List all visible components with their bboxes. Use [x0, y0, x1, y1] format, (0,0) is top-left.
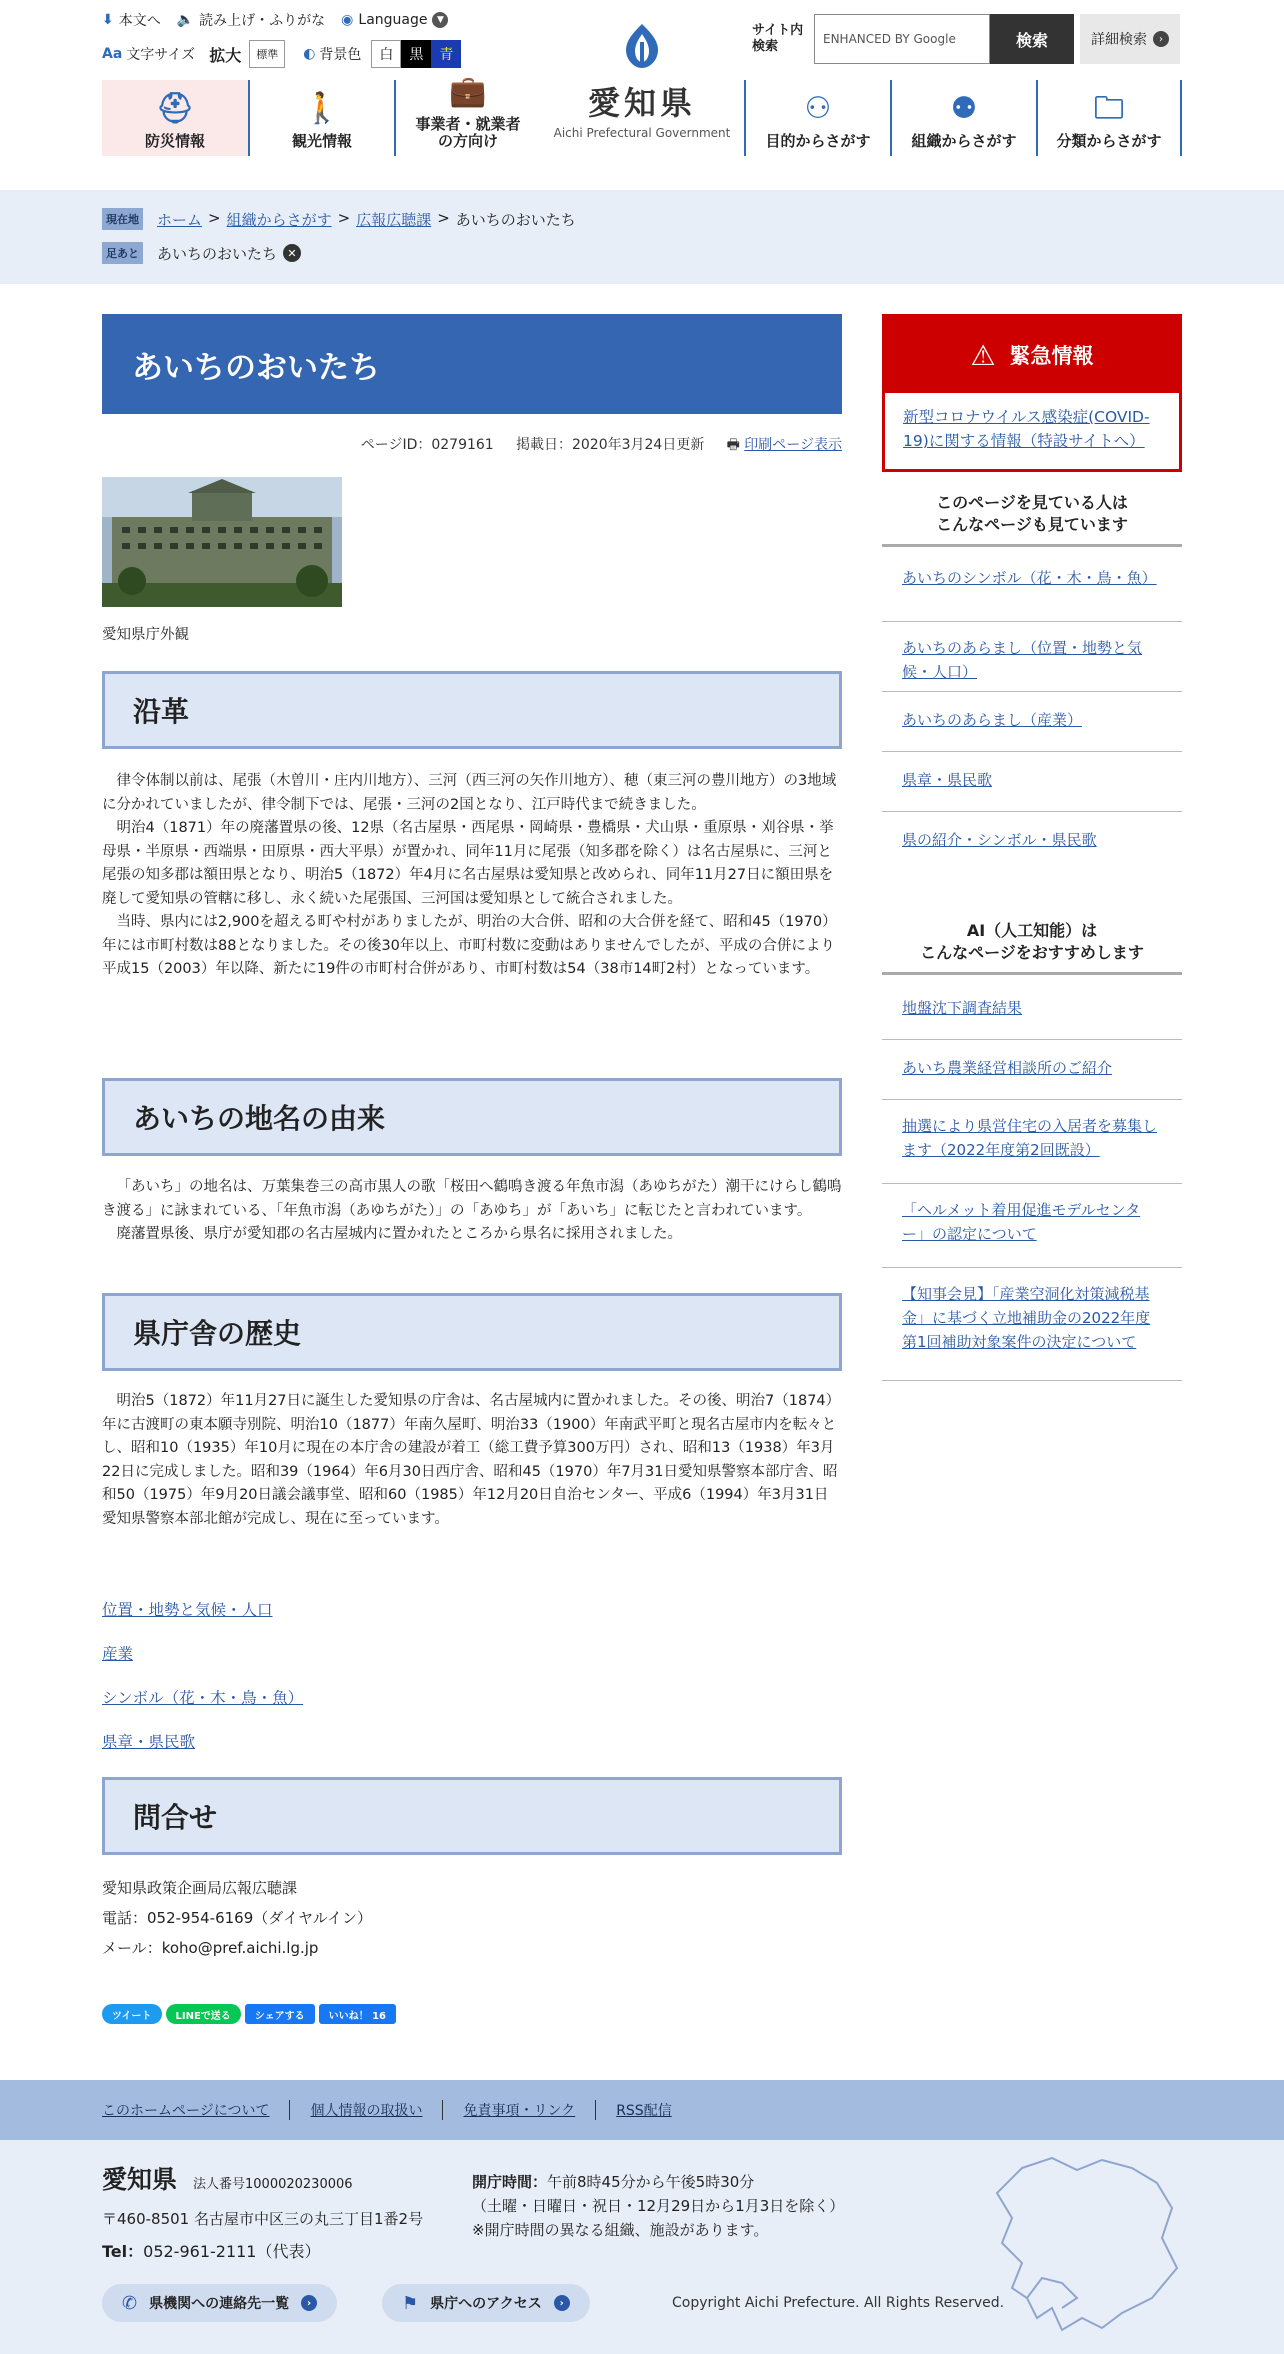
language-label: Language: [358, 12, 428, 28]
breadcrumb-sep: >: [337, 208, 351, 227]
contact-info: [102, 1873, 372, 1963]
line-button[interactable]: LINEで送る: [166, 2004, 241, 2024]
contact-tel: 電話：052-954-6169（ダイヤルイン）: [102, 1909, 373, 1927]
org-icon: ⚉: [950, 91, 978, 126]
breadcrumb: [102, 208, 576, 230]
font-size-standard-button[interactable]: 標準: [249, 40, 285, 68]
tweet-button[interactable]: ツイート: [102, 2004, 162, 2024]
page-id: ページID：0279161: [360, 437, 494, 453]
arrow-right-icon: ›: [1153, 31, 1169, 47]
search-label: サイト内検索: [752, 23, 804, 54]
footer-link[interactable]: 免責事項・リンク: [442, 2100, 595, 2120]
nav-disaster[interactable]: [102, 80, 248, 156]
footer-link[interactable]: RSS配信: [595, 2100, 692, 2120]
breadcrumb-current: あいちのおいたち: [455, 210, 576, 229]
printer-icon: 🖶: [726, 437, 740, 453]
breadcrumb-dept[interactable]: 広報広聴課: [356, 210, 432, 229]
search-button[interactable]: 検索: [990, 14, 1074, 64]
hours-value: 午前8時45分から午後5時30分: [547, 2173, 755, 2191]
nav-label: 分類からさがす: [1056, 132, 1162, 150]
section-heading: 県庁舎の歴史: [102, 1293, 842, 1371]
bg-blue-button[interactable]: 青: [431, 40, 461, 68]
download-arrow-icon: ⬇: [102, 12, 114, 28]
ai-link[interactable]: 抽選により県営住宅の入居者を募集します（2022年度第2回既設）: [902, 1117, 1158, 1159]
related-link[interactable]: 県章・県民歌: [102, 1733, 196, 1751]
nav-label: 観光情報: [291, 132, 352, 150]
related-link[interactable]: 産業: [102, 1645, 134, 1663]
emergency-panel: [882, 314, 1182, 472]
bg-black-button[interactable]: 黒: [401, 40, 431, 68]
tel-label: Tel：: [102, 2242, 144, 2261]
logo-title: 愛知県: [587, 84, 696, 122]
breadcrumb-home[interactable]: ホーム: [157, 210, 203, 229]
nav-business[interactable]: [394, 74, 540, 156]
paragraph: 明治5（1872）年11月27日に誕生した愛知県の庁舎は、名古屋城内に置かれました。その後、明治7（1874）年に古渡町の東本願寺別院、明治10（1877）年南久屋町、明治33（1900）年南武平町と現名古屋市内を転々とし、昭和10（1935）年10月に現在の本庁舎の建設が着工（総工費予算300万円）され、昭和13（1938）年3月22日に完成しました。昭和39（1964）年6月30日西庁舎、昭和45（1970）年7月31日愛知県警察本部庁舎、昭和50（1975）年9月20日議会議事堂、昭和60（1985）年12月20日自治センター、平成6（1994）年3月31日愛知県警察本部北館が完成し、現在に至っています。: [102, 1393, 841, 1527]
advanced-search-label: 詳細検索: [1091, 32, 1147, 48]
footprint-item[interactable]: あいちのおいたち: [157, 244, 278, 263]
access-label: 県庁へのアクセス: [430, 2296, 542, 2312]
site-header: [0, 0, 1284, 190]
close-icon[interactable]: ✕: [283, 244, 301, 262]
contact-mail: メール：koho@pref.aichi.lg.jp: [102, 1939, 319, 1957]
sns-buttons: [102, 2004, 396, 2024]
section-body: [102, 1176, 842, 1247]
viewers-link[interactable]: あいちのあらまし（位置・地勢と気候・人口）: [902, 639, 1143, 681]
briefcase-icon: 💼: [449, 74, 487, 109]
ai-heading: AI（人工知能）は こんなページをおすすめします: [882, 920, 1182, 975]
contacts-list-button[interactable]: [102, 2284, 337, 2322]
footer-link[interactable]: 個人情報の取扱い: [289, 2100, 442, 2120]
ai-link[interactable]: 【知事会見】「産業空洞化対策減税基金」に基づく立地補助金の2022年度第1回補助対象案件の決定について: [902, 1285, 1151, 1351]
main-nav-left: [102, 74, 540, 156]
skip-label: 本文へ: [118, 13, 161, 29]
viewers-link[interactable]: あいちのあらまし（産業）: [902, 711, 1083, 729]
warning-icon: ⚠: [970, 338, 996, 372]
phone-icon: ✆: [122, 2292, 138, 2314]
paragraph: 明治4（1871）年の廃藩置県の後、12県（名古屋県・西尾県・岡崎県・豊橋県・犬山県・重原県・刈谷県・挙母県・半原県・西端県・田原県・西大平県）が置かれ、同年11月に尾張（知多郡を除く）は名古屋県に、三河と尾張の知多郡は額田県となり、明治5（1872）年4月に名古屋県は愛知県と改められ、同年11月27日に額田県を廃して愛知県の管轄に移し、永く続いた尾張国、三河国は愛知県として統合されました。: [102, 820, 834, 907]
ai-link[interactable]: あいち農業経営相談所のご紹介: [902, 1059, 1113, 1077]
print-link[interactable]: 印刷ページ表示: [744, 437, 842, 453]
viewers-list: [882, 552, 1182, 872]
ai-link[interactable]: 「ヘルメット着用促進モデルセンター」の認定について: [902, 1201, 1141, 1243]
speech-label: 読み上げ・ふりがな: [199, 13, 326, 29]
emergency-link[interactable]: 新型コロナウイルス感染症(COVID-19)に関する情報（特設サイトへ）: [903, 408, 1150, 450]
paragraph: 当時、県内には2,900を超える町や村がありましたが、明治の大合併、昭和の大合併を経て、昭和45（1970）年には市町村数は88となりました。その後30年以上、市町村数に変動はありませんでしたが、平成の合併により平成15（2003）年以降、新たに19件の市町村合併があり、市町村数は54（38市14町2村）となっています。: [102, 914, 837, 977]
hours-label: 開庁時間：: [472, 2173, 548, 2191]
bg-color-label: 背景色: [319, 47, 362, 63]
footer-name: 愛知県: [102, 2165, 178, 2194]
office-hours: [472, 2170, 844, 2242]
arrow-right-icon: ›: [554, 2295, 570, 2311]
hours-note: （土曜・日曜日・祝日・12月29日から1月3日を除く）: [472, 2197, 845, 2215]
bg-white-button[interactable]: 白: [371, 40, 401, 68]
site-logo[interactable]: [548, 22, 736, 140]
aichi-map-icon: [982, 2148, 1182, 2338]
footer-link[interactable]: このホームページについて: [102, 2103, 270, 2119]
footprint-tag: 足あと: [102, 242, 143, 264]
section-heading: あいちの地名の由来: [102, 1078, 842, 1156]
font-size-icon: Aa: [102, 46, 123, 62]
section-heading: 沿革: [102, 671, 842, 749]
page-title: あいちのおいたち: [102, 314, 842, 414]
skip-to-content-link[interactable]: [102, 10, 161, 30]
nav-category[interactable]: [1036, 80, 1182, 156]
advanced-search-button[interactable]: [1080, 14, 1180, 64]
contact-heading: 問合せ: [102, 1777, 842, 1855]
prefecture-emblem-icon: [622, 22, 662, 70]
viewers-heading: このページを見ている人は こんなページも見ています: [882, 492, 1182, 547]
breadcrumb-sep: >: [208, 208, 221, 227]
breadcrumb-area: [0, 190, 1284, 284]
access-button[interactable]: [382, 2284, 590, 2322]
site-footer: [0, 2140, 1284, 2354]
footer-nav: [0, 2080, 1284, 2140]
prefectural-office-photo: [102, 477, 342, 607]
related-link[interactable]: 位置・地勢と気候・人口: [102, 1601, 273, 1619]
tourism-icon: 🚶: [303, 91, 341, 126]
hours-note: ※開庁時間の異なる組織、施設があります。: [472, 2221, 769, 2239]
page-meta: [102, 434, 842, 458]
paragraph: 廃藩置県後、県庁が愛知郡の名古屋城内に置かれたところから県名に採用されました。: [116, 1226, 682, 1242]
photo-caption: 愛知県庁外観: [102, 627, 189, 643]
nav-label: 目的からさがす: [765, 132, 871, 150]
bg-color-icon: ◐: [303, 46, 316, 62]
section-body: [102, 770, 842, 982]
viewers-link[interactable]: あいちのシンボル（花・木・鳥・魚）: [902, 569, 1157, 587]
paragraph: 「あいち」の地名は、万葉集巻三の高市黒人の歌「桜田へ鶴鳴き渡る年魚市潟（あゆちがた）潮干にけらし鶴鳴き渡る」に詠まれている、「年魚市潟（あゆちがた）」の「あゆち」が「あいち」に転じたと言われています。: [102, 1179, 842, 1219]
related-link[interactable]: シンボル（花・木・鳥・魚）: [102, 1689, 304, 1707]
chevron-down-icon: ▼: [432, 12, 448, 28]
facebook-share-button[interactable]: シェアする: [245, 2004, 315, 2024]
speaker-icon: 🔈: [176, 12, 195, 28]
speech-link[interactable]: [177, 10, 325, 30]
footprint: [102, 242, 301, 264]
helmet-icon: ⛑: [155, 91, 195, 126]
people-icon: ⚇: [804, 91, 832, 126]
footer-address: 〒460-8501 名古屋市中区三の丸三丁目1番2号: [102, 2210, 424, 2228]
arrow-right-icon: ›: [301, 2295, 317, 2311]
contacts-list-label: 県機関への連絡先一覧: [149, 2296, 290, 2312]
logo-subtitle: Aichi Prefectural Government: [553, 126, 731, 140]
nav-organization[interactable]: [890, 80, 1036, 156]
folder-icon: 🗀: [1094, 91, 1124, 126]
section-body: [102, 1390, 842, 1531]
footer-tel: 052-961-2111（代表）: [143, 2242, 321, 2261]
breadcrumb-sep: >: [437, 208, 450, 227]
emergency-title: 緊急情報: [1009, 344, 1094, 368]
breadcrumb-org[interactable]: 組織からさがす: [226, 210, 332, 229]
search-input[interactable]: ENHANCED BY Google: [814, 14, 990, 64]
language-selector[interactable]: [341, 12, 448, 28]
viewers-link[interactable]: 県の紹介・シンボル・県民歌: [902, 831, 1097, 849]
ai-link[interactable]: 地盤沈下調査結果: [902, 999, 1023, 1017]
nav-label: 事業者・就業者の方向け: [415, 115, 521, 150]
signpost-icon: ⚑: [402, 2292, 419, 2314]
font-size-large-button[interactable]: 拡大: [203, 40, 247, 68]
contact-org: 愛知県政策企画局広報広聴課: [102, 1879, 298, 1897]
nav-label: 組織からさがす: [911, 132, 1017, 150]
viewers-link[interactable]: 県章・県民歌: [902, 771, 993, 789]
copyright: Copyright Aichi Prefecture. All Rights Reserved.: [672, 2295, 1005, 2311]
nav-tourism[interactable]: [248, 80, 394, 156]
font-size-label: 文字サイズ: [126, 47, 196, 63]
facebook-like-button[interactable]: いいね！ 16: [319, 2004, 396, 2024]
main-nav-right: [744, 80, 1182, 156]
globe-icon: ◉: [341, 12, 354, 28]
emergency-header: [885, 317, 1179, 393]
paragraph: 律令体制以前は、尾張（木曽川・庄内川地方）、三河（西三河の矢作川地方）、穂（東三河の豊川地方）の3地域に分かれていましたが、律令制下では、尾張・三河の2国となり、江戸時代まで続きました。: [102, 773, 837, 813]
current-location-tag: 現在地: [102, 208, 143, 230]
footer-org-info: [102, 2160, 423, 2262]
corporate-number: 法人番号1000020230006: [193, 2177, 353, 2192]
published-date: 掲載日：2020年3月24日更新: [515, 437, 705, 453]
nav-purpose[interactable]: [744, 80, 890, 156]
nav-label: 防災情報: [144, 132, 205, 150]
ai-list: [882, 980, 1182, 1381]
site-search: [752, 14, 1180, 64]
